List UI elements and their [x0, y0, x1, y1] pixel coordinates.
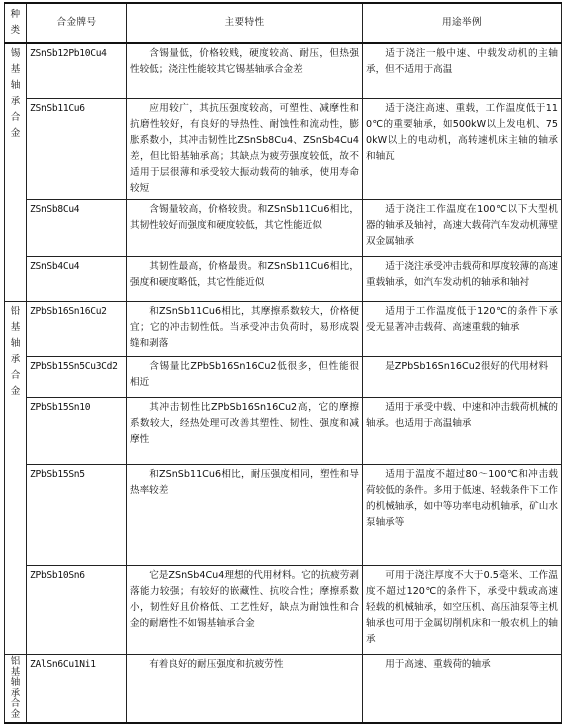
alloy-uses: 适用于承受中载、中速和冲击载荷机械的轴承。也适用于高温轴承: [363, 398, 562, 465]
category-label: 锡基轴承合金: [10, 48, 21, 139]
alloy-code: ZAlSn6Cu1Ni1: [27, 655, 127, 724]
table-row: [5, 200, 562, 257]
alloy-properties: 含锡量较高，价格较贵。和ZSnSb11Cu6相比，其韧性较好而强度和硬度较低，其它性能近似: [127, 200, 363, 257]
alloy-properties: 应用较广，其抗压强度较高，可塑性、减摩性和抗磨性较好，有良好的导热性、耐蚀性和流动性，膨胀系数小，其冲击韧性比ZSnSb8Cu4、ZSnSb4Cu4差，但比铅基轴承高；其缺点为疲劳强度较低，故不适用于层很薄和承受较大振动载荷的轴承，使用寿命较短: [127, 99, 363, 200]
alloy-uses: 适于浇注承受冲击载荷和厚度较薄的高速重载轴承，如汽车发动机的轴承和轴衬: [363, 257, 562, 302]
alloy-properties: 和ZSnSb11Cu6相比，耐压强度相同，塑性和导热率较差: [127, 465, 363, 566]
alloy-code: ZSnSb12Pb10Cu4: [27, 43, 127, 99]
alloy-code: ZPbSb10Sn6: [27, 566, 127, 655]
header-alloy-code: 合金牌号: [27, 3, 127, 43]
alloy-code: ZPbSb15Sn5Cu3Cd2: [27, 357, 127, 398]
table-row: [5, 566, 562, 655]
alloy-properties: 含锡量比ZPbSb16Sn16Cu2低很多，但性能很相近: [127, 357, 363, 398]
table-row: [5, 302, 562, 357]
alloy-code: ZSnSb8Cu4: [27, 200, 127, 257]
table-row: [5, 465, 562, 566]
alloy-properties: 有着良好的耐压强度和抗疲劳性: [127, 655, 363, 724]
table-row: [5, 357, 562, 398]
category-label: 铅基轴承合金: [10, 306, 21, 397]
table-row: [5, 655, 562, 724]
alloy-uses: 用于高速、重载荷的轴承: [363, 655, 562, 724]
category-label: 铝基轴承合金: [10, 656, 21, 720]
alloy-code: ZPbSb15Sn10: [27, 398, 127, 465]
alloy-properties: 和ZSnSb11Cu6相比，其摩擦系数较大，价格便宜；它的冲击韧性低。当承受冲击负荷时，易形成裂缝和剥落: [127, 302, 363, 357]
alloy-uses: 是ZPbSb16Sn16Cu2很好的代用材料: [363, 357, 562, 398]
bearing-alloy-table: [4, 2, 562, 724]
alloy-code: ZSnSb4Cu4: [27, 257, 127, 302]
alloy-code: ZSnSb11Cu6: [27, 99, 127, 200]
header-usage-examples: 用途举例: [363, 3, 562, 43]
alloy-code: ZPbSb16Sn16Cu2: [27, 302, 127, 357]
alloy-uses: 适用于温度不超过80～100℃和冲击载荷较低的条件。多用于低速、轻载条件下工作的机械轴承，如中等功率电动机轴承，矿山水泵轴承等: [363, 465, 562, 566]
alloy-uses: 适于浇注高速、重载，工作温度低于110℃的重要轴承，如500kW以上发电机、750kW以上的电动机，高转速机床主轴的轴承和轴瓦: [363, 99, 562, 200]
alloy-uses: 适于浇注工作温度在100℃以下大型机器的轴承及轴衬，高速大载荷汽车发动机薄壁双金属轴承: [363, 200, 562, 257]
table-header-row: [5, 3, 562, 43]
table-row: [5, 99, 562, 200]
category-cell-aluminum-based: [5, 655, 27, 724]
table-row: [5, 398, 562, 465]
table-row: [5, 257, 562, 302]
alloy-properties: 其韧性最高，价格最贵。和ZSnSb11Cu6相比，强度和硬度略低，其它性能近似: [127, 257, 363, 302]
category-cell-lead-based: [5, 302, 27, 655]
alloy-properties: 它是ZSnSb4Cu4理想的代用材料。它的抗疲劳剥落能力较强；有较好的嵌藏性、抗咬合性；摩擦系数小，韧性好且价格低、工艺性好，缺点为耐蚀性和合金的耐磨性不如锡基轴承合金: [127, 566, 363, 655]
alloy-properties: 其冲击韧性比ZPbSb16Sn16Cu2高，它的摩擦系数较大，经热处理可改善其塑性、韧性、强度和减摩性: [127, 398, 363, 465]
alloy-uses: 可用于浇注厚度不大于0.5毫米、工作温度不超过120℃的条件下，承受中载或高速轻载的机械轴承，如空压机、高压油泵等主机轴承也可用于金属切削机床和一般农机上的轴承: [363, 566, 562, 655]
alloy-uses: 适用于工作温度低于120℃的条件下承受无显著冲击载荷、高速重载的轴承: [363, 302, 562, 357]
header-main-properties: 主要特性: [127, 3, 363, 43]
alloy-properties: 含锡量低，价格较贱，硬度较高、耐压，但热强性较低；浇注性能较其它锡基轴承合金差: [127, 43, 363, 99]
alloy-uses: 适于浇注一般中速、中载发动机的主轴承，但不适用于高温: [363, 43, 562, 99]
alloy-code: ZPbSb15Sn5: [27, 465, 127, 566]
header-category: 种类: [5, 3, 27, 43]
category-cell-tin-based: [5, 43, 27, 302]
table-row: [5, 43, 562, 99]
